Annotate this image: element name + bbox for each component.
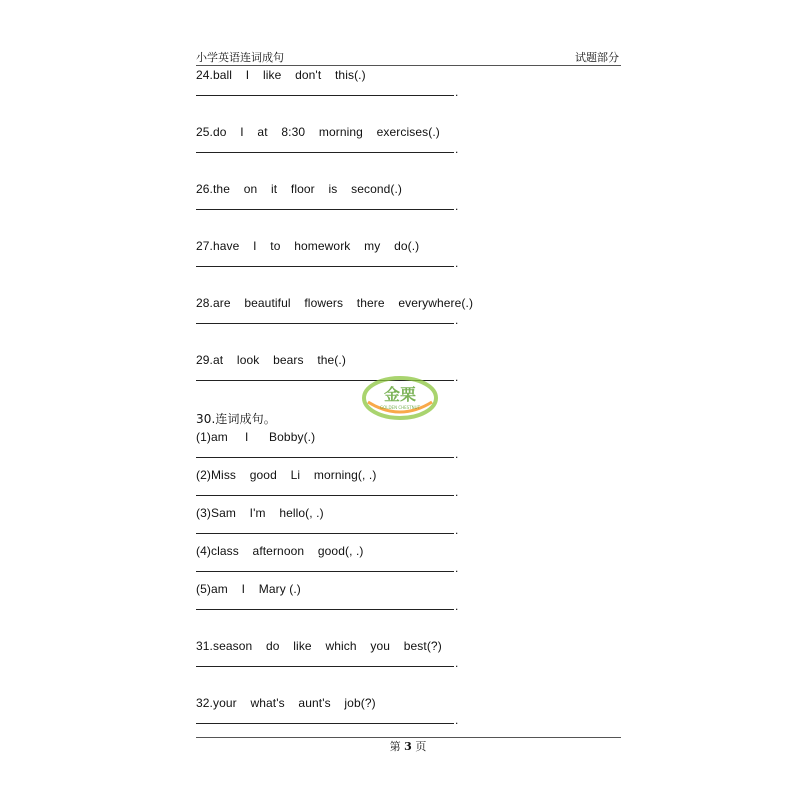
- watermark-subtext: GOLDEN CHESTNUT: [379, 405, 421, 410]
- answer-line: .: [196, 256, 458, 270]
- answer-line: .: [196, 370, 458, 384]
- header-title: 小学英语连词成句: [196, 51, 284, 64]
- question-30-5: (5)am I Mary (.): [196, 582, 301, 596]
- answer-line: .: [196, 199, 458, 213]
- page-number: [0, 738, 800, 754]
- page-prefix: 第: [389, 740, 401, 753]
- question-30-4: (4)class afternoon good(, .): [196, 544, 364, 558]
- question-25: 25.do I at 8:30 morning exercises(.): [196, 125, 440, 139]
- question-30-2: (2)Miss good Li morning(, .): [196, 468, 377, 482]
- question-24: 24.ball I like don't this(.): [196, 68, 366, 82]
- header-section: 试题部分: [575, 51, 619, 64]
- answer-line: .: [196, 485, 458, 499]
- question-26: 26.the on it floor is second(.): [196, 182, 403, 196]
- watermark-logo: [362, 376, 438, 420]
- answer-line: .: [196, 523, 458, 537]
- answer-line: .: [196, 656, 458, 670]
- question-32: 32.your what's aunt's job(?): [196, 696, 376, 710]
- answer-line: .: [196, 313, 458, 327]
- answer-line: .: [196, 561, 458, 575]
- answer-line: .: [196, 713, 458, 727]
- header-divider: [196, 65, 621, 66]
- answer-line: .: [196, 447, 458, 461]
- question-29: 29.at look bears the(.): [196, 353, 346, 367]
- page-number-value: 3: [404, 740, 412, 753]
- answer-line: .: [196, 599, 458, 613]
- answer-line: .: [196, 85, 458, 99]
- question-28: 28.are beautiful flowers there everywhere(.): [196, 296, 474, 310]
- answer-line: .: [196, 142, 458, 156]
- page-suffix: 页: [415, 740, 427, 753]
- question-27: 27.have I to homework my do(.): [196, 239, 420, 253]
- question-31: 31.season do like which you best(?): [196, 639, 442, 653]
- question-30: 30.连词成句。: [196, 412, 276, 426]
- watermark-text: 金栗: [383, 385, 417, 404]
- question-30-3: (3)Sam I'm hello(, .): [196, 506, 324, 520]
- question-30-1: (1)am I Bobby(.): [196, 430, 316, 444]
